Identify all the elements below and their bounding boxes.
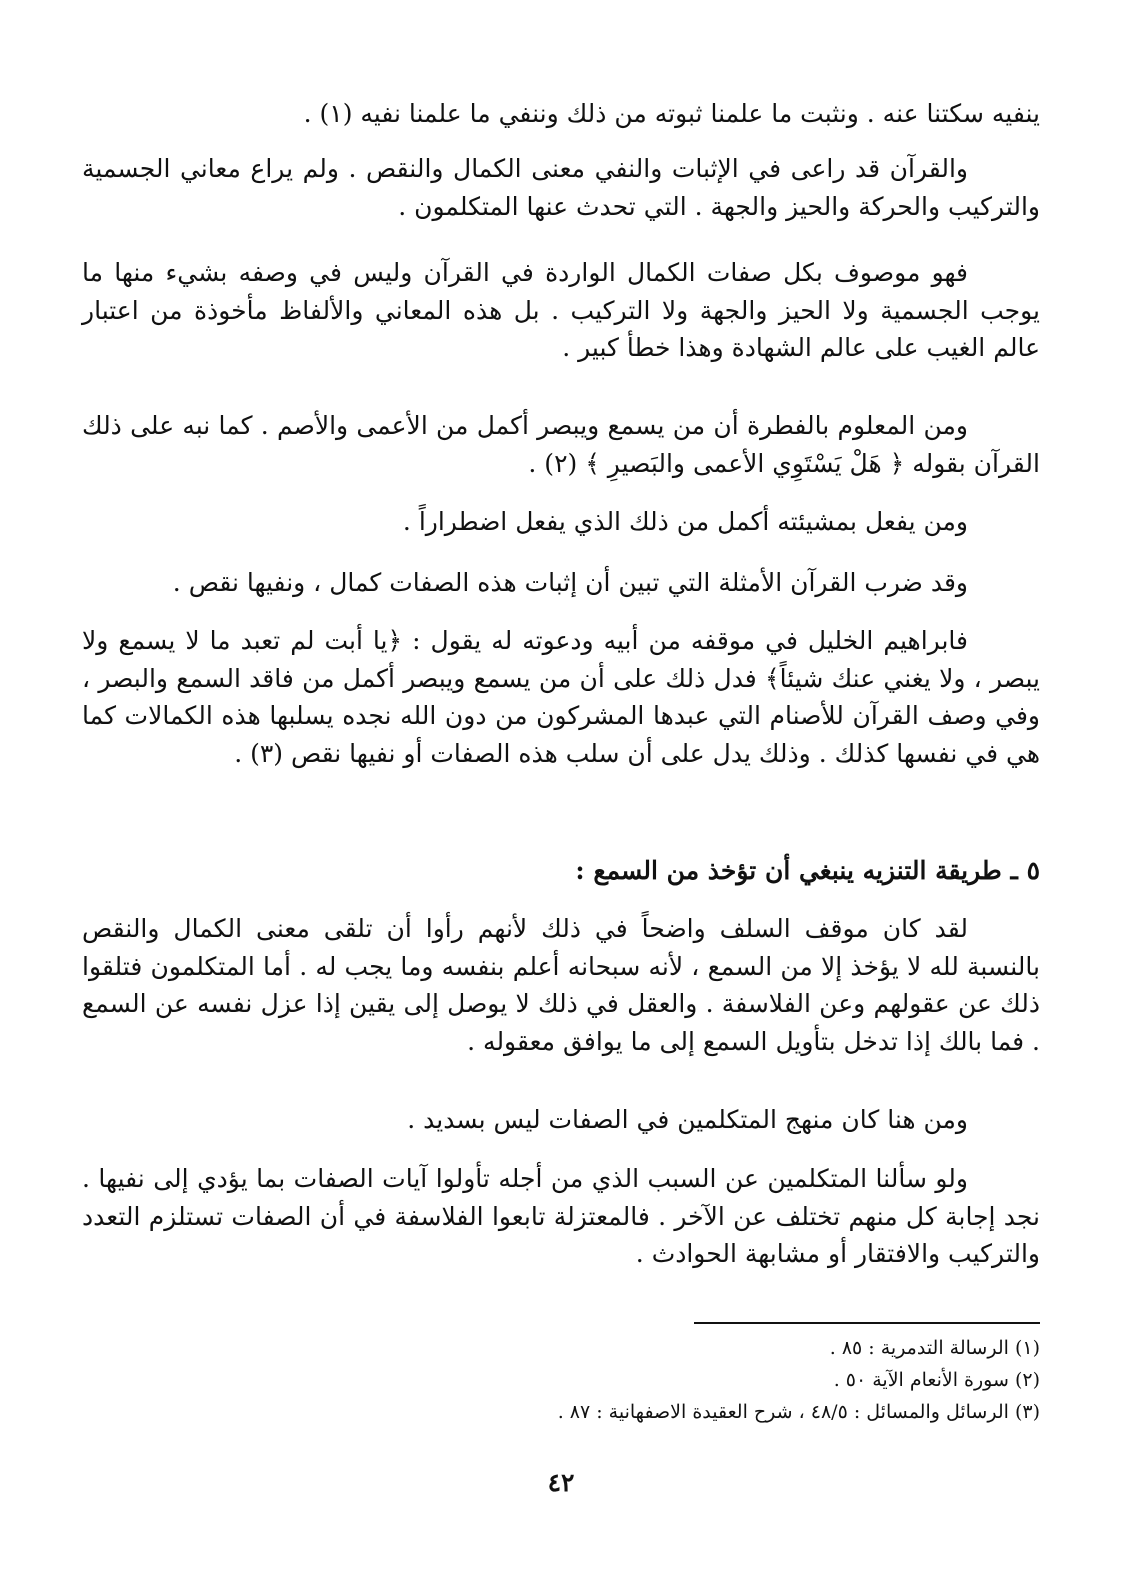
paragraph-quran-perfection: والقرآن قد راعى في الإثبات والنفي معنى الكمال والنقص . ولم يراع معاني الجسمية والتركيب والحركة والحيز والجهة . التي تحدث عنها المتكلمون .	[82, 154, 1040, 221]
paragraph-will: ومن يفعل بمشيئته أكمل من ذلك الذي يفعل اضطراراً .	[402, 507, 968, 536]
paragraph-method: ومن هنا كان منهج المتكلمين في الصفات ليس بسديد .	[407, 1105, 968, 1134]
paragraph-continuation: ينفيه سكتنا عنه . ونثبت ما علمنا ثبوته من ذلك وننفي ما علمنا نفيه (١) .	[303, 99, 1040, 128]
footnote-separator	[694, 1322, 1040, 1324]
footnote-item: (٢) سورة الأنعام الآية ٥٠ .	[833, 1369, 1040, 1391]
footnote-item: (١) الرسالة التدمرية : ٨٥ .	[829, 1337, 1040, 1359]
paragraph-salaf: لقد كان موقف السلف واضحاً في ذلك لأنهم رأوا أن تلقى معنى الكمال والنقص بالنسبة لله لا يؤخذ إلا من السمع ، لأنه سبحانه أعلم بنفسه وما يجب له . أما المتكلمون فتلقوا ذلك عن عقولهم وعن الفلاسفة . والعقل في ذلك لا يوصل إلى يقين إذا عزل نفسه عن السمع . فما بالك إذا تدخل بتأويل السمع إلى ما يوافق معقوله .	[82, 914, 1040, 1056]
page-number: ٤٢	[547, 1468, 575, 1497]
paragraph-examples: وقد ضرب القرآن الأمثلة التي تبين أن إثبات هذه الصفات كمال ، ونفيها نقص .	[172, 568, 968, 597]
paragraph-attributes-description: فهو موصوف بكل صفات الكمال الواردة في القرآن وليس في وصفه بشيء منها ما يوجب الجسمية ولا الحيز والجهة ولا التركيب . بل هذه المعاني والألفاظ مأخوذة من اعتبار عالم الغيب على عالم الشهادة وهذا خطأ كبير .	[82, 258, 1040, 362]
footnote-item: (٣) الرسائل والمسائل : ٤٨/٥ ، شرح العقيدة الاصفهانية : ٨٧ .	[557, 1401, 1040, 1423]
footnotes-list	[82, 1332, 1040, 1428]
paragraph-hearing-sight: ومن المعلوم بالفطرة أن من يسمع ويبصر أكمل من الأعمى والأصم . كما نبه على ذلك القرآن بقوله ﴿ هَلْ يَسْتَوِي الأعمى والبَصيرِ ﴾ (٢) .	[82, 411, 1040, 478]
section-heading: ٥ ـ طريقة التنزيه ينبغي أن تؤخذ من السمع :	[575, 856, 1040, 885]
paragraph-question: ولو سألنا المتكلمين عن السبب الذي من أجله تأولوا آيات الصفات بما يؤدي إلى نفيها . نجد إجابة كل منهم تختلف عن الآخر . فالمعتزلة تابعوا الفلاسفة في أن الصفات تستلزم التعدد والتركيب والافتقار أو مشابهة الحوادث .	[82, 1164, 1040, 1268]
paragraph-ibrahim: فابراهيم الخليل في موقفه من أبيه ودعوته له يقول : ﴿يا أبت لم تعبد ما لا يسمع ولا يبصر ، ولا يغني عنك شيئاً﴾ فدل ذلك على أن من يسمع ويبصر أكمل من فاقد السمع والبصر ، وفي وصف القرآن للأصنام التي عبدها المشركون من دون الله نجده يسلبها هذه الكمالات كما هي في نفسها كذلك . وذلك يدل على أن سلب هذه الصفات أو نفيها نقص (٣) .	[82, 626, 1040, 768]
